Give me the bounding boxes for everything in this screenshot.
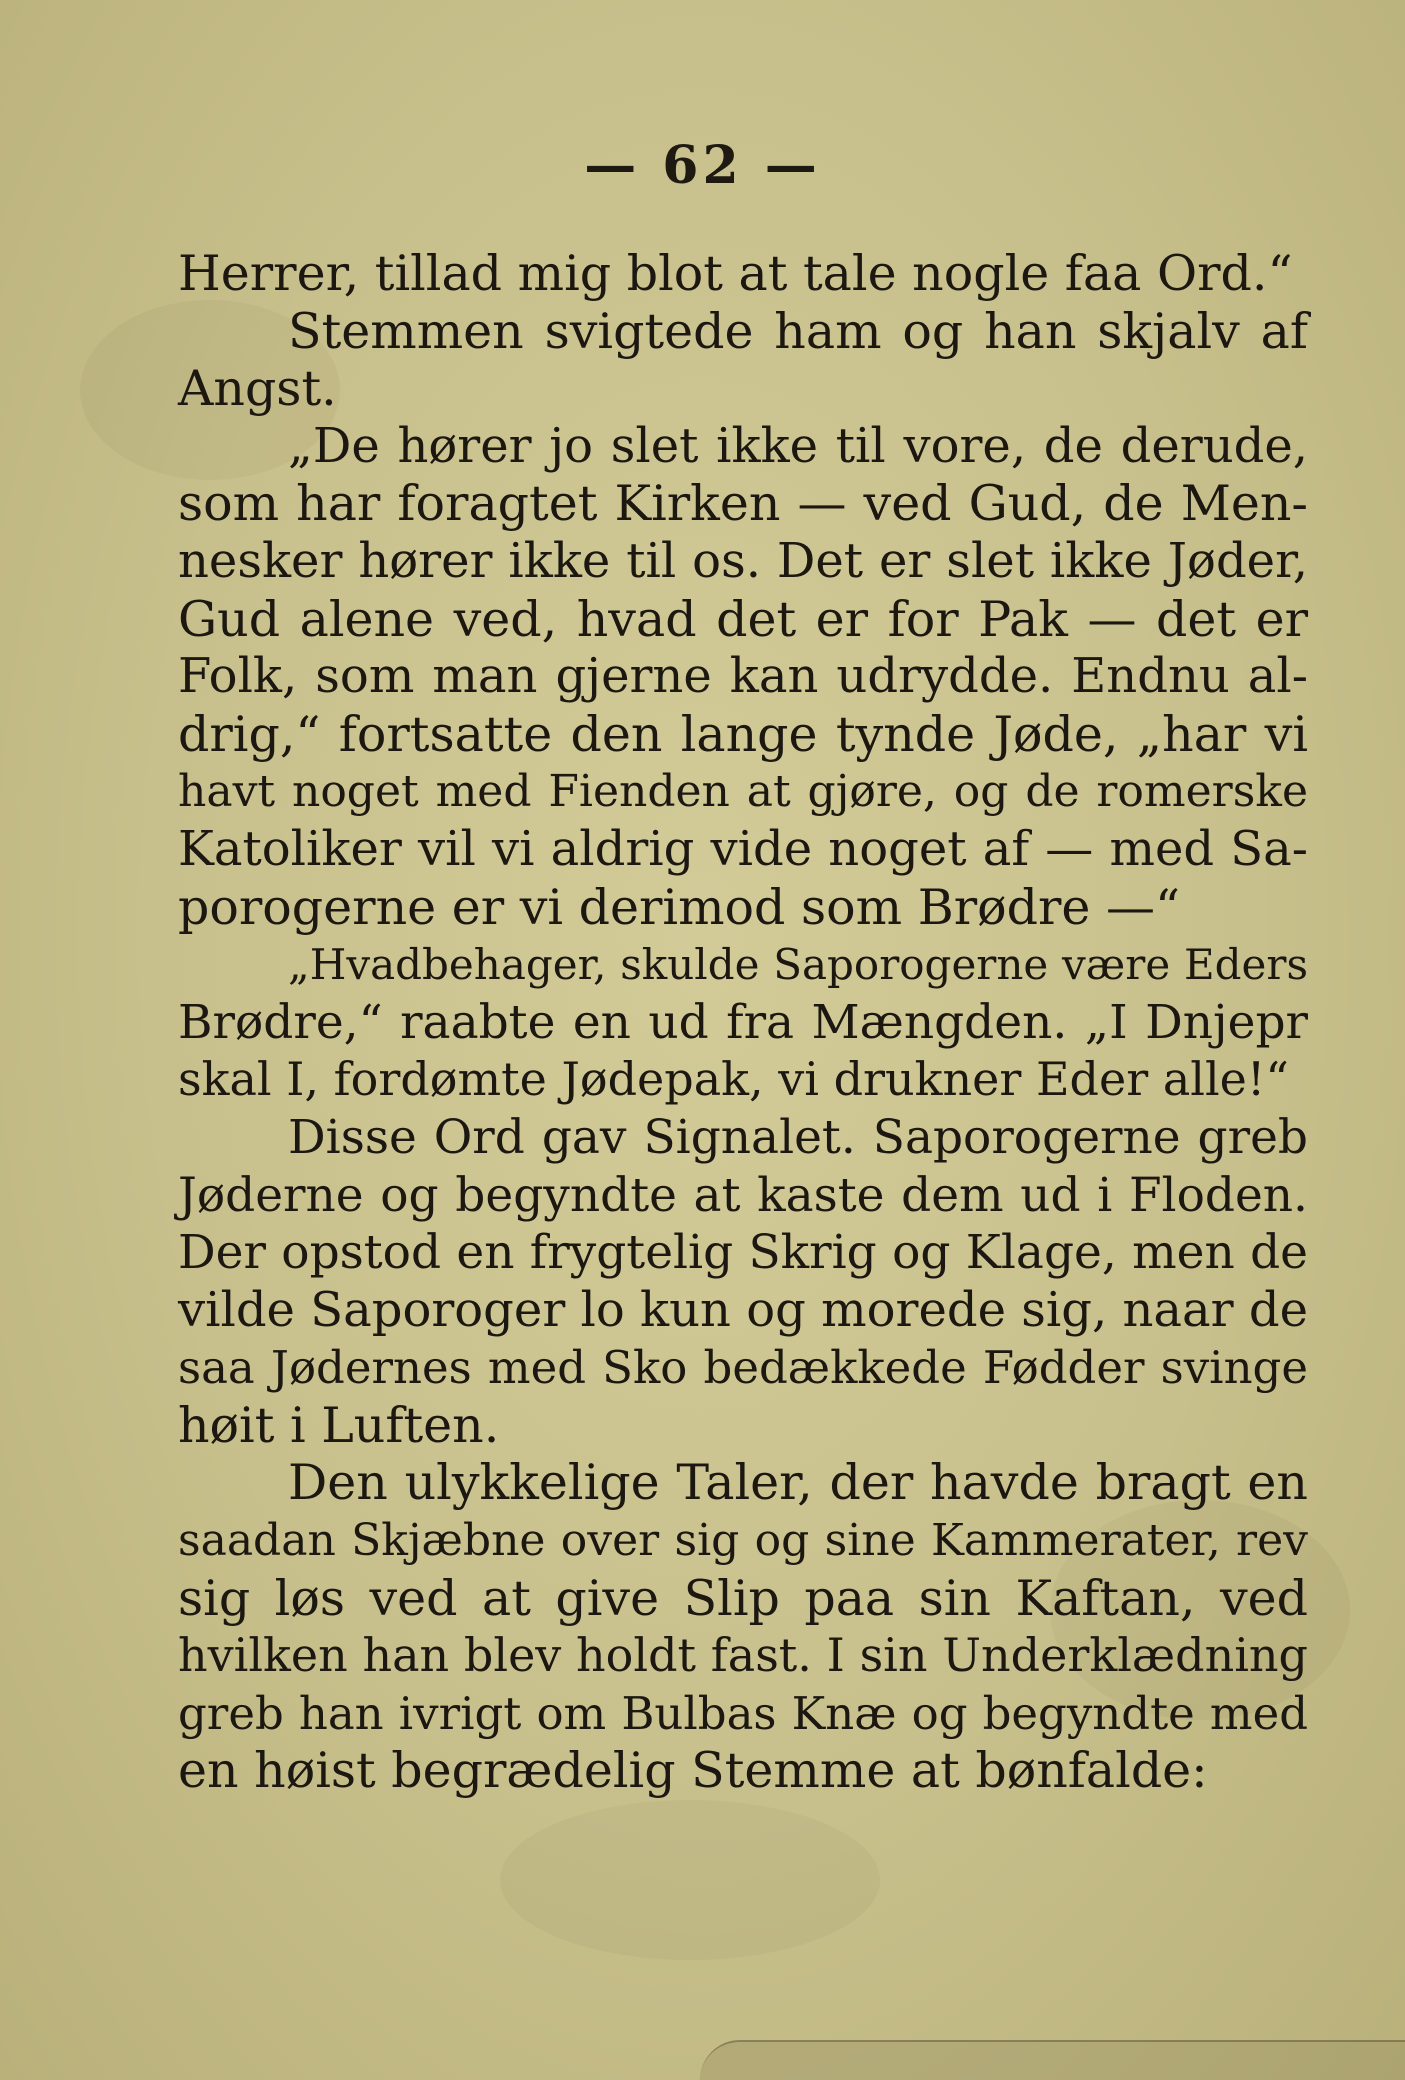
text-line: saadan Skjæbne over sig og sine Kammerater, rev: [178, 1515, 1308, 1567]
text-line: Folk, som man gjerne kan udrydde. Endnu al-: [178, 648, 1308, 705]
text-line: en høist begrædelig Stemme at bønfalde:: [178, 1742, 1208, 1800]
text-line: porogerne er vi derimod som Brødre —“: [178, 878, 1181, 936]
text-line: Herrer, tillad mig blot at tale nogle faa Ord.“: [178, 245, 1293, 302]
text-line: Den ulykkelige Taler, der havde bragt en: [288, 1454, 1308, 1512]
text-line: hvilken han blev holdt fast. I sin Underklædning: [178, 1628, 1308, 1683]
text-line: skal I, fordømte Jødepak, vi drukner Eder alle!“: [178, 1052, 1289, 1107]
text-line: Angst.: [178, 360, 337, 418]
text-line: Stemmen svigtede ham og han skjalv af: [288, 302, 1308, 360]
text-line: høit i Luften.: [178, 1396, 500, 1454]
text-line: „Hvadbehager, skulde Saporogerne være Eders: [288, 940, 1308, 990]
text-line: sig løs ved at give Slip paa sin Kaftan, ved: [178, 1569, 1308, 1627]
text-line: „De hører jo slet ikke til vore, de derude,: [288, 417, 1308, 474]
paper-stain: [500, 1800, 880, 1960]
text-line: drig,“ fortsatte den lange tynde Jøde, „har vi: [178, 705, 1308, 763]
text-line: som har foragtet Kirken — ved Gud, de Men-: [178, 475, 1308, 533]
text-line: havt noget med Fienden at gjøre, og de romerske: [178, 766, 1308, 818]
page-edge: [700, 2040, 1405, 2080]
body-text: [178, 245, 1308, 1800]
text-line: saa Jødernes med Sko bedækkede Fødder svinge: [178, 1341, 1308, 1395]
text-line: Der opstod en frygtelig Skrig og Klage, men de: [178, 1225, 1308, 1281]
text-line: nesker hører ikke til os. Det er slet ikke Jøder,: [178, 532, 1308, 589]
text-line: Katoliker vil vi aldrig vide noget af — med Sa-: [178, 820, 1308, 877]
text-line: Brødre,“ raabte en ud fra Mængden. „I Dnjepr: [178, 994, 1308, 1050]
text-line: greb han ivrigt om Bulbas Knæ og begyndte med: [178, 1686, 1308, 1740]
text-line: Jøderne og begyndte at kaste dem ud i Floden.: [178, 1167, 1308, 1223]
text-line: vilde Saporoger lo kun og morede sig, naar de: [178, 1281, 1308, 1338]
page-number: — 62 —: [584, 135, 821, 196]
text-line: Gud alene ved, hvad det er for Pak — det er: [178, 590, 1308, 648]
text-line: Disse Ord gav Signalet. Saporogerne greb: [288, 1109, 1308, 1165]
